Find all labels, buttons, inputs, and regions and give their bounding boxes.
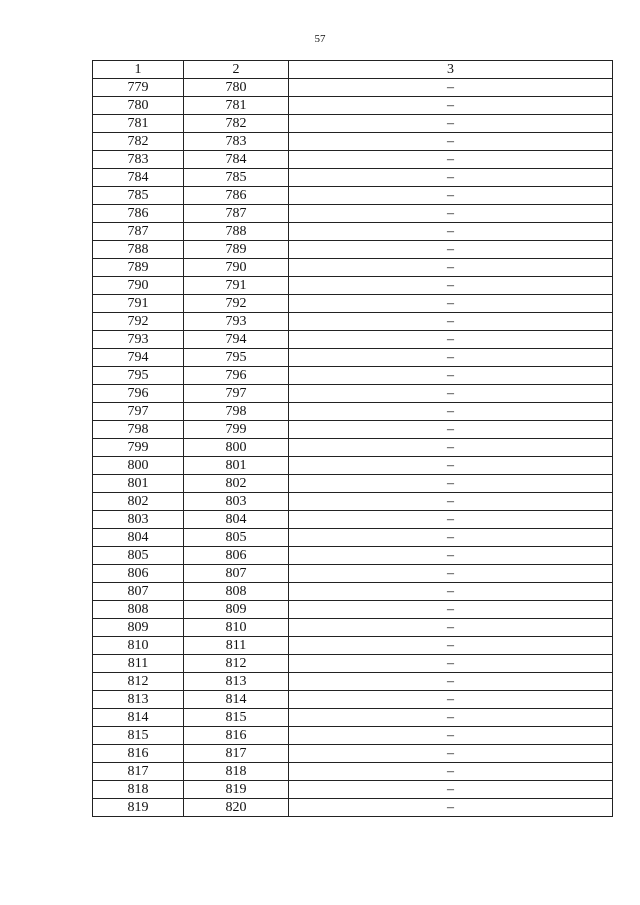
table-cell-col-1: 783: [93, 151, 184, 169]
table-cell-col-1: 784: [93, 169, 184, 187]
table-cell-col-3: –: [289, 97, 613, 115]
column-header-2: 2: [184, 61, 289, 79]
table-cell-col-2: 811: [184, 637, 289, 655]
table-cell-col-3: –: [289, 79, 613, 97]
table-cell-col-2: 799: [184, 421, 289, 439]
table-cell-col-2: 800: [184, 439, 289, 457]
table-row: [93, 601, 613, 619]
table-row: [93, 655, 613, 673]
table-cell-col-1: 787: [93, 223, 184, 241]
table-cell-col-3: –: [289, 259, 613, 277]
table-cell-col-3: –: [289, 547, 613, 565]
table-row: [93, 547, 613, 565]
table-row: [93, 367, 613, 385]
table-cell-col-3: –: [289, 313, 613, 331]
table-cell-col-2: 807: [184, 565, 289, 583]
table-cell-col-2: 790: [184, 259, 289, 277]
table-cell-col-3: –: [289, 223, 613, 241]
table-cell-col-3: –: [289, 619, 613, 637]
table-row: [93, 529, 613, 547]
table-cell-col-2: 785: [184, 169, 289, 187]
table-cell-col-3: –: [289, 655, 613, 673]
table-cell-col-3: –: [289, 115, 613, 133]
column-header-1: 1: [93, 61, 184, 79]
table-cell-col-3: –: [289, 331, 613, 349]
table-row: [93, 349, 613, 367]
table-cell-col-1: 811: [93, 655, 184, 673]
table-cell-col-3: –: [289, 457, 613, 475]
table-cell-col-3: –: [289, 367, 613, 385]
table-cell-col-3: –: [289, 475, 613, 493]
table-cell-col-3: –: [289, 241, 613, 259]
table-cell-col-3: –: [289, 439, 613, 457]
table-row: [93, 781, 613, 799]
table-cell-col-3: –: [289, 565, 613, 583]
table-cell-col-1: 791: [93, 295, 184, 313]
table-cell-col-2: 814: [184, 691, 289, 709]
table-row: [93, 511, 613, 529]
table-cell-col-1: 808: [93, 601, 184, 619]
table-header: [93, 61, 613, 79]
table-cell-col-2: 783: [184, 133, 289, 151]
table-cell-col-1: 816: [93, 745, 184, 763]
table-row: [93, 691, 613, 709]
table-cell-col-3: –: [289, 799, 613, 817]
table-cell-col-2: 780: [184, 79, 289, 97]
table-cell-col-3: –: [289, 277, 613, 295]
table-cell-col-2: 794: [184, 331, 289, 349]
table-cell-col-1: 815: [93, 727, 184, 745]
table-cell-col-1: 780: [93, 97, 184, 115]
table-cell-col-3: –: [289, 421, 613, 439]
table-row: [93, 241, 613, 259]
table-cell-col-1: 794: [93, 349, 184, 367]
table-row: [93, 331, 613, 349]
table-row: [93, 727, 613, 745]
table-cell-col-2: 797: [184, 385, 289, 403]
table-row: [93, 169, 613, 187]
table-cell-col-2: 786: [184, 187, 289, 205]
table-cell-col-1: 805: [93, 547, 184, 565]
table-row: [93, 79, 613, 97]
table-cell-col-1: 817: [93, 763, 184, 781]
table-cell-col-2: 787: [184, 205, 289, 223]
table-row: [93, 151, 613, 169]
table-cell-col-2: 806: [184, 547, 289, 565]
column-header-3: 3: [289, 61, 613, 79]
table-cell-col-3: –: [289, 583, 613, 601]
table-cell-col-1: 801: [93, 475, 184, 493]
table-cell-col-2: 813: [184, 673, 289, 691]
table-cell-col-2: 816: [184, 727, 289, 745]
table-row: [93, 619, 613, 637]
table-cell-col-1: 796: [93, 385, 184, 403]
page-number: 57: [314, 33, 326, 45]
table-cell-col-2: 798: [184, 403, 289, 421]
table-row: [93, 295, 613, 313]
table-cell-col-1: 798: [93, 421, 184, 439]
table-cell-col-1: 792: [93, 313, 184, 331]
table-cell-col-2: 801: [184, 457, 289, 475]
table-cell-col-1: 809: [93, 619, 184, 637]
table-row: [93, 187, 613, 205]
table-cell-col-3: –: [289, 637, 613, 655]
table-cell-col-1: 807: [93, 583, 184, 601]
header-row: [93, 61, 613, 79]
table-cell-col-3: –: [289, 691, 613, 709]
table-cell-col-1: 781: [93, 115, 184, 133]
table-cell-col-3: –: [289, 781, 613, 799]
table-row: [93, 223, 613, 241]
table-cell-col-3: –: [289, 511, 613, 529]
table-cell-col-1: 818: [93, 781, 184, 799]
table-row: [93, 709, 613, 727]
table-cell-col-2: 817: [184, 745, 289, 763]
table-cell-col-2: 810: [184, 619, 289, 637]
table-cell-col-3: –: [289, 529, 613, 547]
table-cell-col-1: 803: [93, 511, 184, 529]
table-row: [93, 205, 613, 223]
table-cell-col-3: –: [289, 673, 613, 691]
table-cell-col-2: 795: [184, 349, 289, 367]
table-cell-col-2: 805: [184, 529, 289, 547]
table-row: [93, 637, 613, 655]
table-cell-col-3: –: [289, 187, 613, 205]
table-cell-col-1: 785: [93, 187, 184, 205]
table-cell-col-3: –: [289, 349, 613, 367]
table-cell-col-1: 779: [93, 79, 184, 97]
table-cell-col-1: 782: [93, 133, 184, 151]
table-cell-col-2: 803: [184, 493, 289, 511]
table-cell-col-2: 819: [184, 781, 289, 799]
table-cell-col-3: –: [289, 385, 613, 403]
table-cell-col-1: 799: [93, 439, 184, 457]
table-cell-col-2: 789: [184, 241, 289, 259]
table-cell-col-1: 797: [93, 403, 184, 421]
table-cell-col-1: 814: [93, 709, 184, 727]
table-row: [93, 763, 613, 781]
table-cell-col-1: 819: [93, 799, 184, 817]
table-cell-col-1: 800: [93, 457, 184, 475]
table-cell-col-1: 786: [93, 205, 184, 223]
table-cell-col-1: 790: [93, 277, 184, 295]
table-cell-col-3: –: [289, 403, 613, 421]
table-row: [93, 475, 613, 493]
table-row: [93, 457, 613, 475]
table-cell-col-3: –: [289, 601, 613, 619]
table-row: [93, 745, 613, 763]
table-cell-col-1: 788: [93, 241, 184, 259]
table-row: [93, 421, 613, 439]
table-cell-col-3: –: [289, 133, 613, 151]
table-cell-col-2: 781: [184, 97, 289, 115]
table-cell-col-2: 791: [184, 277, 289, 295]
table-cell-col-2: 792: [184, 295, 289, 313]
table-cell-col-2: 808: [184, 583, 289, 601]
table-cell-col-1: 793: [93, 331, 184, 349]
table-cell-col-2: 818: [184, 763, 289, 781]
table-cell-col-3: –: [289, 709, 613, 727]
table-row: [93, 313, 613, 331]
table-cell-col-1: 806: [93, 565, 184, 583]
table-row: [93, 673, 613, 691]
table-cell-col-3: –: [289, 745, 613, 763]
table-cell-col-1: 804: [93, 529, 184, 547]
table-row: [93, 403, 613, 421]
table-cell-col-2: 812: [184, 655, 289, 673]
table-row: [93, 565, 613, 583]
table-row: [93, 385, 613, 403]
table-row: [93, 259, 613, 277]
table-cell-col-1: 812: [93, 673, 184, 691]
table-cell-col-3: –: [289, 727, 613, 745]
table-cell-col-3: –: [289, 169, 613, 187]
table-row: [93, 115, 613, 133]
data-table: [92, 60, 613, 817]
table-cell-col-2: 796: [184, 367, 289, 385]
table-row: [93, 277, 613, 295]
table-cell-col-1: 810: [93, 637, 184, 655]
table-cell-col-2: 820: [184, 799, 289, 817]
table-row: [93, 133, 613, 151]
table-cell-col-1: 789: [93, 259, 184, 277]
table-cell-col-2: 793: [184, 313, 289, 331]
table-cell-col-1: 813: [93, 691, 184, 709]
table-row: [93, 439, 613, 457]
table-body: [93, 79, 613, 817]
table-cell-col-2: 815: [184, 709, 289, 727]
table-row: [93, 799, 613, 817]
table-cell-col-1: 802: [93, 493, 184, 511]
table-cell-col-2: 804: [184, 511, 289, 529]
table-cell-col-3: –: [289, 205, 613, 223]
table-cell-col-2: 788: [184, 223, 289, 241]
table-cell-col-2: 782: [184, 115, 289, 133]
table-cell-col-2: 784: [184, 151, 289, 169]
table-cell-col-3: –: [289, 763, 613, 781]
table-row: [93, 493, 613, 511]
table-cell-col-2: 809: [184, 601, 289, 619]
table-row: [93, 97, 613, 115]
table-cell-col-3: –: [289, 295, 613, 313]
table-cell-col-1: 795: [93, 367, 184, 385]
table-cell-col-3: –: [289, 493, 613, 511]
table-cell-col-3: –: [289, 151, 613, 169]
table-cell-col-2: 802: [184, 475, 289, 493]
table-row: [93, 583, 613, 601]
